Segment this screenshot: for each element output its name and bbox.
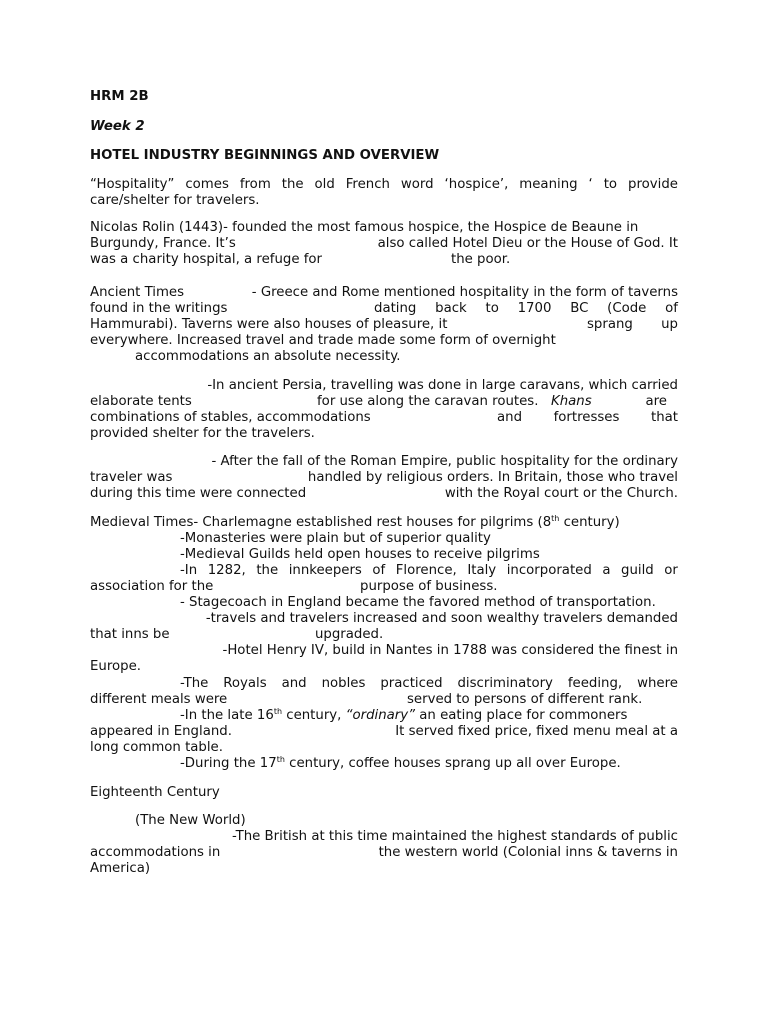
text-run: different meals were <box>90 692 228 707</box>
rome-line-1 <box>90 454 678 470</box>
text-run: Hammurabi). Taverns were also houses of pleasure, it <box>90 317 448 332</box>
text-part: century, <box>282 708 346 723</box>
medieval-line-5 <box>90 579 678 595</box>
word: “Hospitality” <box>90 177 175 192</box>
word: Royals <box>223 676 267 691</box>
text-run: - After the fall of the Roman Empire, public hospitality for the ordinary <box>211 454 678 469</box>
eighteenth-line-2 <box>90 845 678 861</box>
course-code: HRM 2B <box>90 89 149 104</box>
word: guild <box>621 563 654 578</box>
word: to <box>485 301 499 316</box>
rolin-line-1: Nicolas Rolin (1443)- founded the most famous hospice, the Hospice de Beaune in <box>90 220 639 235</box>
text-run: - Stagecoach in England became the favored method of transportation. <box>180 595 656 610</box>
word: that <box>650 410 678 425</box>
medieval-line-15: long common table. <box>90 740 223 755</box>
text-run: found in the writings <box>90 301 228 316</box>
text-run: served to persons of different rank. <box>407 692 643 707</box>
text-run: was a charity hospital, a refuge for <box>90 252 323 267</box>
text-run <box>180 756 621 772</box>
medieval-line-2 <box>90 531 678 547</box>
justified-run <box>180 563 678 579</box>
word: meaning <box>519 177 578 192</box>
ancient-line-2 <box>90 301 678 317</box>
eighteenth-line-3: America) <box>90 861 151 876</box>
word: Italy <box>467 563 497 578</box>
eighteenth-subheading <box>90 813 678 829</box>
text-run <box>180 708 627 724</box>
eighteenth-heading: Eighteenth Century <box>90 785 220 800</box>
word: dating <box>374 301 417 316</box>
rome-line-2 <box>90 470 678 486</box>
word: Florence, <box>395 563 457 578</box>
word: incorporated <box>506 563 592 578</box>
week-label: Week 2 <box>90 119 145 134</box>
word: up <box>661 317 678 332</box>
medieval-line-9 <box>90 643 678 659</box>
justified-run <box>374 301 678 317</box>
ancient-line-3 <box>90 317 678 333</box>
word: fortresses <box>553 410 620 425</box>
persia-line-3 <box>90 410 678 426</box>
word: old <box>314 177 335 192</box>
justified-run <box>497 410 678 426</box>
medieval-line-13 <box>90 708 678 724</box>
ancient-line-5 <box>90 349 678 365</box>
word: ‘ <box>588 177 593 192</box>
text-run: handled by religious orders. In Britain, those who travel <box>307 470 678 485</box>
word: ‘hospice’, <box>444 177 509 192</box>
text-run: -Monasteries were plain but of superior quality <box>180 531 491 546</box>
word: discriminatory <box>457 676 553 691</box>
text-part: Medieval Times- Charlemagne established rest houses for pilgrims (8 <box>90 515 552 530</box>
text-part: -In the late 16 <box>180 708 274 723</box>
word: of <box>665 301 678 316</box>
text-run: -In ancient Persia, travelling was done in large caravans, which carried <box>207 378 678 393</box>
word: the <box>256 563 279 578</box>
text-run <box>90 515 620 531</box>
medieval-line-16 <box>90 756 678 772</box>
document-title: HOTEL INDUSTRY BEGINNINGS AND OVERVIEW <box>90 148 440 163</box>
word: and <box>497 410 523 425</box>
text-run: -travels and travelers increased and soon wealthy travelers demanded <box>205 611 678 626</box>
justified-run <box>180 676 678 692</box>
word: feeding, <box>567 676 623 691</box>
text-run: also called Hotel Dieu or the House of God. It <box>377 236 678 251</box>
text-run: traveler was <box>90 470 173 485</box>
eighteenth-line-1 <box>90 829 678 845</box>
word: innkeepers <box>288 563 362 578</box>
text-run: -The British at this time maintained the highest standards of public <box>232 829 678 844</box>
rome-line-3 <box>90 486 678 502</box>
text-run: -Hotel Henry IV, build in Nantes in 1788 was considered the finest in <box>222 643 678 658</box>
text-run: appeared in England. <box>90 724 232 739</box>
word: back <box>435 301 467 316</box>
word: 1282, <box>207 563 246 578</box>
text-run: It served fixed price, fixed menu meal at a <box>395 724 678 739</box>
text-run: Burgundy, France. It’s <box>90 236 236 251</box>
word: French <box>345 177 390 192</box>
rolin-line-2 <box>90 236 678 252</box>
word: a <box>602 563 611 578</box>
word: word <box>400 177 434 192</box>
word: to <box>603 177 618 192</box>
text-run: purpose of business. <box>360 579 498 594</box>
medieval-line-12 <box>90 692 678 708</box>
text-run: accommodations in <box>90 845 221 860</box>
text-run: during this time were connected <box>90 486 307 501</box>
superscript: th <box>551 514 560 523</box>
medieval-line-4 <box>90 563 678 579</box>
medieval-line-7 <box>90 611 678 627</box>
text-run: that inns be <box>90 627 170 642</box>
section-label: Ancient Times <box>90 285 185 300</box>
text-run: with the Royal court or the Church. <box>444 486 678 501</box>
superscript: th <box>276 755 285 764</box>
text-run: are <box>645 394 667 409</box>
word: where <box>637 676 678 691</box>
medieval-line-11 <box>90 676 678 692</box>
word: (Code <box>607 301 647 316</box>
text-run: upgraded. <box>315 627 384 642</box>
medieval-line-14 <box>90 724 678 740</box>
word: BC <box>570 301 589 316</box>
hospitality-line-1 <box>90 177 678 193</box>
text-part: century) <box>559 515 620 530</box>
text-run: association for the <box>90 579 214 594</box>
word: nobles <box>321 676 366 691</box>
word: -The <box>180 676 209 691</box>
text-part: -During the 17 <box>180 756 277 771</box>
justified-run <box>587 317 678 333</box>
word: practiced <box>380 676 443 691</box>
emphasis-text: Khans <box>551 394 592 409</box>
medieval-line-6 <box>90 595 678 611</box>
word: or <box>664 563 678 578</box>
hospitality-line-2: care/shelter for travelers. <box>90 193 260 208</box>
text-run: the poor. <box>451 252 511 267</box>
word: -In <box>180 563 198 578</box>
ancient-line-4: everywhere. Increased travel and trade made some form of overnight <box>90 333 556 348</box>
word: sprang <box>587 317 633 332</box>
ancient-line-1 <box>90 285 678 301</box>
medieval-line-10: Europe. <box>90 659 141 674</box>
medieval-line-3 <box>90 547 678 563</box>
text-part: century, coffee houses sprang up all over Europe. <box>284 756 621 771</box>
text-run: -Medieval Guilds held open houses to receive pilgrims <box>180 547 540 562</box>
superscript: th <box>273 707 283 716</box>
text-run: - Greece and Rome mentioned hospitality in the form of taverns <box>251 285 678 300</box>
text-run: for use along the caravan routes. <box>317 394 539 409</box>
medieval-line-1 <box>90 515 678 531</box>
text-part: an eating place for commoners <box>415 708 628 723</box>
text-run: combinations of stables, accommodations <box>90 410 371 425</box>
text-run: the western world (Colonial inns & taverns in <box>378 845 678 860</box>
word: the <box>281 177 304 192</box>
text-run: (The New World) <box>135 813 246 828</box>
rolin-line-3 <box>90 252 678 268</box>
word: from <box>239 177 271 192</box>
word: comes <box>185 177 229 192</box>
medieval-line-8 <box>90 627 678 643</box>
word: of <box>372 563 386 578</box>
persia-line-1 <box>90 378 678 394</box>
word: and <box>281 676 307 691</box>
persia-line-4: provided shelter for the travelers. <box>90 426 315 441</box>
emphasis-text: “ordinary” <box>345 708 416 723</box>
persia-line-2 <box>90 394 678 410</box>
word: 1700 <box>517 301 552 316</box>
text-run: accommodations an absolute necessity. <box>135 349 401 364</box>
text-run: elaborate tents <box>90 394 192 409</box>
word: provide <box>628 177 678 192</box>
